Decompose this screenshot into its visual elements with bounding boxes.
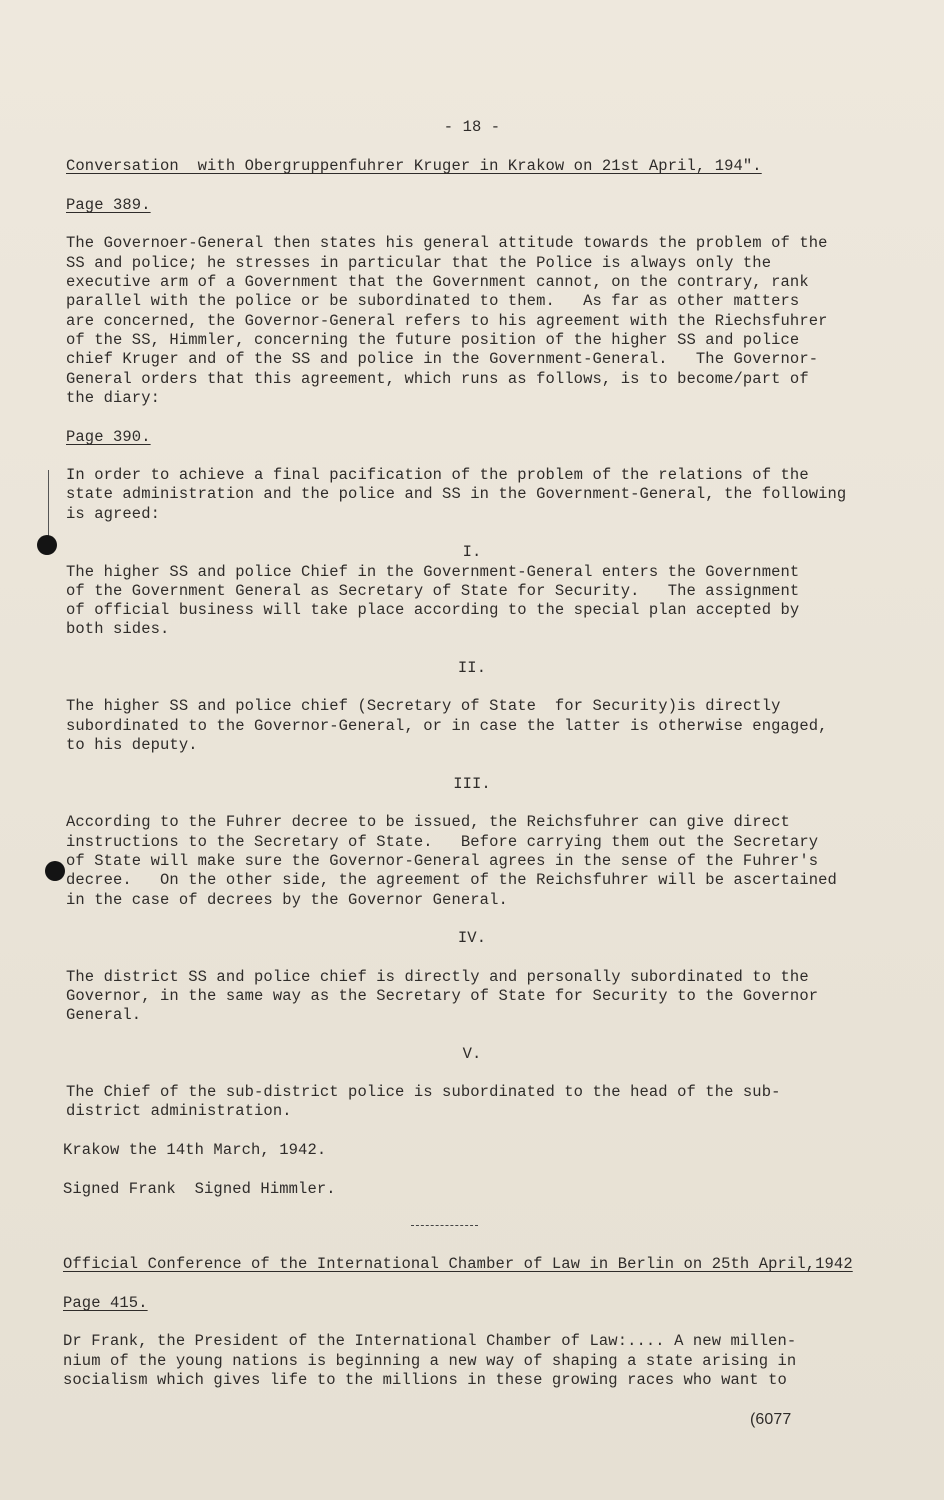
- text-line: The higher SS and police chief (Secretary of State for Security)is directly: [66, 697, 781, 715]
- text-line: the diary:: [66, 389, 161, 407]
- text-line: The Chief of the sub-district police is subordinated to the head of the sub-: [66, 1083, 781, 1101]
- text-line: subordinated to the Governor-General, or in case the latter is otherwise engaged,: [66, 717, 828, 735]
- text-line: parallel with the police or be subordinated to them. As far as other matters: [66, 292, 800, 310]
- text-line: According to the Fuhrer decree to be issued, the Reichsfuhrer can give direct: [66, 813, 790, 831]
- document-number: (6077: [750, 1411, 792, 1428]
- separator: [411, 1225, 478, 1226]
- text-line: both sides.: [66, 620, 170, 638]
- clause-numeral-5: V.: [462, 1045, 482, 1063]
- text-line: of State will make sure the Governor-General agrees in the sense of the Fuhrer's: [66, 852, 819, 870]
- text-line: General.: [66, 1006, 142, 1024]
- section1-heading: Conversation with Obergruppenfuhrer Kruger in Krakow on 21st April, 194".: [66, 157, 762, 175]
- text-line: are concerned, the Governor-General refers to his agreement with the Riechsfuhrer: [66, 312, 828, 330]
- text-line: in the case of decrees by the Governor General.: [66, 891, 508, 909]
- text-line: instructions to the Secretary of State. Before carrying them out the Secretary: [66, 833, 819, 851]
- section2-heading: Official Conference of the International Chamber of Law in Berlin on 25th April,1942: [63, 1255, 853, 1273]
- text-line: nium of the young nations is beginning a new way of shaping a state arising in: [63, 1352, 797, 1370]
- text-line: In order to achieve a final pacification of the problem of the relations of the: [66, 466, 809, 484]
- text-line: of the Government General as Secretary of State for Security. The assignment: [66, 582, 800, 600]
- text-line: state administration and the police and SS in the Government-General, the following: [66, 485, 847, 503]
- text-line: of official business will take place according to the special plan accepted by: [66, 601, 800, 619]
- text-line: is agreed:: [66, 505, 161, 523]
- clause-numeral-4: IV.: [457, 929, 487, 947]
- clause-numeral-1: I.: [462, 543, 482, 561]
- text-line: The district SS and police chief is directly and personally subordinated to the: [66, 968, 809, 986]
- clause-numeral-3: III.: [453, 775, 491, 793]
- page-number: - 18 -: [443, 118, 501, 136]
- page-ref-415: Page 415.: [63, 1294, 148, 1312]
- text-line: General orders that this agreement, which runs as follows, is to become/part of: [66, 370, 809, 388]
- text-line: chief Kruger and of the SS and police in the Government-General. The Governor-: [66, 350, 819, 368]
- text-line: executive arm of a Government that the Government cannot, on the contrary, rank: [66, 273, 809, 291]
- text-line: to his deputy.: [66, 736, 198, 754]
- place-date: Krakow the 14th March, 1942.: [63, 1141, 327, 1159]
- page-ref-389: Page 389.: [66, 196, 151, 214]
- text-line: decree. On the other side, the agreement of the Reichsfuhrer will be ascertained: [66, 871, 837, 889]
- text-line: of the SS, Himmler, concerning the future position of the higher SS and police: [66, 331, 800, 349]
- text-line: The higher SS and police Chief in the Government-General enters the Government: [66, 563, 800, 581]
- text-line: Governor, in the same way as the Secretary of State for Security to the Governor: [66, 987, 819, 1005]
- punch-hole-bottom: [45, 861, 65, 881]
- page-ref-390: Page 390.: [66, 428, 151, 446]
- text-line: SS and police; he stresses in particular that the Police is always only the: [66, 254, 772, 272]
- text-line: The Governoer-General then states his general attitude towards the problem of the: [66, 234, 828, 252]
- clause-numeral-2: II.: [457, 659, 487, 677]
- signatures: Signed Frank Signed Himmler.: [63, 1180, 336, 1198]
- text-line: Dr Frank, the President of the International Chamber of Law:.... A new millen-: [63, 1332, 797, 1350]
- text-line: socialism which gives life to the millions in these growing races who want to: [63, 1371, 787, 1389]
- text-line: district administration.: [66, 1102, 292, 1120]
